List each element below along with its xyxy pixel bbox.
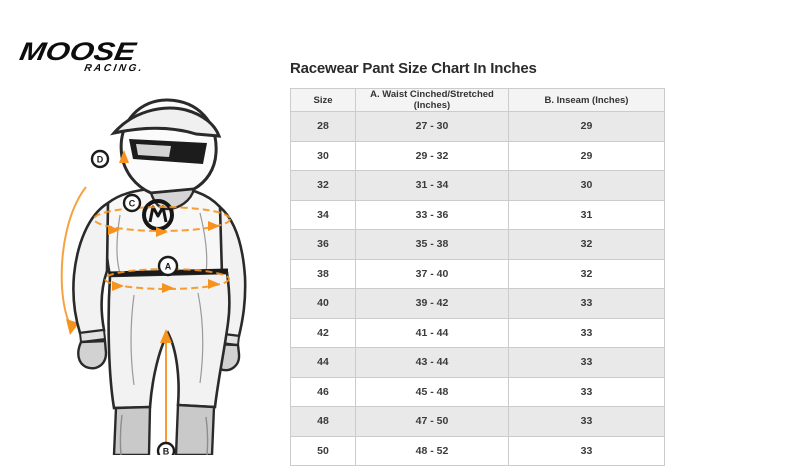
size-cell: 40 — [291, 289, 356, 319]
waist-cell: 29 - 32 — [356, 141, 509, 171]
size-cell: 28 — [291, 112, 356, 142]
size-cell: 34 — [291, 200, 356, 230]
table-row — [291, 348, 665, 378]
inseam-cell: 33 — [509, 348, 665, 378]
svg-text:C: C — [128, 198, 136, 209]
waist-cell: 48 - 52 — [356, 436, 509, 466]
inseam-cell: 29 — [509, 141, 665, 171]
waist-cell: 45 - 48 — [356, 377, 509, 407]
inseam-cell: 31 — [509, 200, 665, 230]
size-cell: 38 — [291, 259, 356, 289]
table-row — [291, 112, 665, 142]
svg-text:A: A — [164, 261, 172, 272]
size-cell: 32 — [291, 171, 356, 201]
inseam-cell: 33 — [509, 318, 665, 348]
waist-cell: 35 - 38 — [356, 230, 509, 260]
table-row — [291, 377, 665, 407]
waist-cell: 33 - 36 — [356, 200, 509, 230]
inseam-cell: 33 — [509, 377, 665, 407]
table-row — [291, 141, 665, 171]
inseam-cell: 33 — [509, 289, 665, 319]
size-chart-table — [290, 88, 665, 466]
marker-c — [124, 195, 140, 211]
size-cell: 46 — [291, 377, 356, 407]
table-row — [291, 259, 665, 289]
waist-cell: 47 - 50 — [356, 407, 509, 437]
table-row — [291, 407, 665, 437]
waist-cell: 37 - 40 — [356, 259, 509, 289]
chart-title: Racewear Pant Size Chart In Inches — [290, 60, 537, 77]
table-row — [291, 200, 665, 230]
waist-cell: 43 - 44 — [356, 348, 509, 378]
marker-d — [92, 151, 108, 167]
size-table-body — [291, 112, 665, 466]
column-header-size: Size — [291, 89, 356, 112]
table-header-row — [291, 89, 665, 112]
waist-cell: 31 - 34 — [356, 171, 509, 201]
column-header-inseam: B. Inseam (Inches) — [509, 89, 665, 112]
logo-subtext: RACING. — [83, 63, 145, 74]
moose-racing-logo — [17, 34, 150, 74]
rider-measurement-figure — [50, 95, 265, 455]
inseam-cell: 32 — [509, 230, 665, 260]
size-chart-panel — [290, 60, 670, 466]
marker-b — [158, 443, 174, 455]
table-row — [291, 318, 665, 348]
waist-cell: 41 - 44 — [356, 318, 509, 348]
inseam-cell: 32 — [509, 259, 665, 289]
inseam-cell: 29 — [509, 112, 665, 142]
inseam-cell: 33 — [509, 407, 665, 437]
size-cell: 36 — [291, 230, 356, 260]
size-cell: 42 — [291, 318, 356, 348]
inseam-cell: 30 — [509, 171, 665, 201]
rider-illustration — [50, 95, 265, 455]
table-row — [291, 289, 665, 319]
column-header-waist: A. Waist Cinched/Stretched (Inches) — [356, 89, 509, 112]
table-row — [291, 171, 665, 201]
logo-wordmark: MOOSE — [17, 37, 139, 66]
waist-cell: 27 - 30 — [356, 112, 509, 142]
marker-a — [159, 257, 177, 275]
size-cell: 48 — [291, 407, 356, 437]
inseam-cell: 33 — [509, 436, 665, 466]
size-cell: 50 — [291, 436, 356, 466]
size-cell: 44 — [291, 348, 356, 378]
table-row — [291, 436, 665, 466]
svg-text:D: D — [96, 154, 104, 165]
size-cell: 30 — [291, 141, 356, 171]
table-row — [291, 230, 665, 260]
waist-cell: 39 - 42 — [356, 289, 509, 319]
svg-text:B: B — [162, 446, 170, 455]
